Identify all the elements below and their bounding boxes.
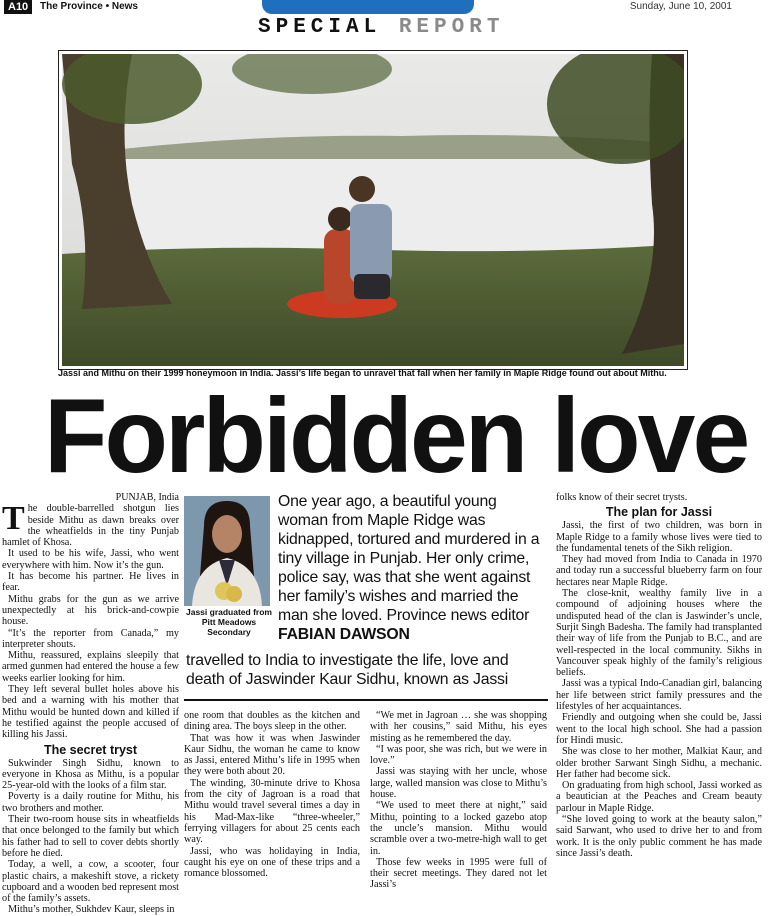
paragraph: “We used to meet there at night,” said Mithu, pointing to a locked gazebo atop the uncle’s mansion. Mithu would scramble over a two-metre-high wall to get in. [370,800,547,857]
deck-rule [184,699,548,701]
woman-head [328,207,352,231]
paragraph: Friendly and outgoing when she could be, Jassi went to the local high school. She had a passion for Hindi music. [556,712,762,746]
story-column-3 [370,710,547,891]
headline: Forbidden love [44,377,748,495]
portrait-flowers [226,586,242,602]
paragraph: Today, a well, a cow, a scooter, four plastic chairs, a makeshift stove, a rickety cupboard and a wooden bed represent most of the family’s assets. [2,859,179,905]
paragraph: They had moved from India to Canada in 1970 and today run a successful blueberry farm on four hectares near Maple Ridge. [556,554,762,588]
paragraph: Jassi, the first of two children, was born in Maple Ridge to a family whose lives were tied to the fundamental tenets of the Sikh religion. [556,520,762,554]
paragraph: one room that doubles as the kitchen and dining area. The boys sleep in the other. [184,710,360,733]
honeymoon-photo [62,54,684,366]
story-column-1 [2,492,179,916]
story-deck [278,492,548,644]
paragraph: Mithu grabs for the gun as we arrive unexpectedly at his brick-and-cowpie house. [2,593,179,628]
subhead-plan-for-jassi: The plan for Jassi [605,505,713,520]
man-shirt [350,204,392,284]
man-head [349,176,375,202]
paragraph: That was how it was when Jaswinder Kaur Sidhu, the woman he came to know as Jassi, entered Mithu’s life in 1995 when they were both about 20. [184,732,360,778]
paragraph: Jassi, who was holidaying in India, caught his eye on one of these trips and a romance blossomed. [184,845,360,880]
paragraph: “She loved going to work at the beauty salon,” said Sarwant, who used to drive her to and from work. It is the only public comment he has made since Jassi’s death. [556,814,762,859]
paragraph: Mithu, reassured, explains sleepily that armed gunmen had entered the house a few weeks earlier looking for him. [2,650,179,684]
paragraph: folks know of their secret trysts. [556,492,688,503]
first-paragraph-text: he double-barrelled shotgun lies beside Mithu as dawn breaks over the wheatfields in the tiny Punjab hamlet of Khosa. [2,503,179,549]
story-deck-continued: travelled to India to investigate the life, love and death of Jaswinder Kaur Sidhu, known as Jassi [186,652,509,688]
paragraph: Those few weeks in 1995 were full of their secret meetings. They dared not let Jassi’s [370,856,547,891]
dateline: PUNJAB, India [115,492,179,503]
paragraph: She was close to her mother, Malkiat Kaur, and older brother Sarwant Singh Sidhu, a mechanic. Her father had become sick. [556,746,762,780]
paragraph: It has become his partner. He lives in fear. [2,571,179,594]
paragraph: “We met in Jagroan … she was shopping with her cousins,” said Mithu, his eyes misting as he remembered the day. [370,710,547,744]
section-color-band [262,0,474,14]
paragraph: Poverty is a daily routine for Mithu, his two brothers and mother. [2,791,179,814]
section-title-report: REPORT [398,16,505,39]
subhead-secret-tryst: The secret tryst [43,742,138,757]
photo-caption: Jassi and Mithu on their 1999 honeymoon in India. Jassi’s life began to unravel that fall when her family in Maple Ridge found out about Mithu. [58,368,667,378]
section-title [258,16,504,39]
deck-text: One year ago, a beautiful young woman from Maple Ridge was kidnapped, tortured and murdered in a tiny village in Punjab. Her only crime, police say, was that she went against her family’s wishes and married the man she loved. Province news editor [278,493,540,624]
portrait-face [212,515,242,553]
paragraph: Sukwinder Singh Sidhu, known to everyone in Khosa as Mithu, is a popular 25-year-old with the looks of a film star. [2,757,179,792]
paragraph: The winding, 30-minute drive to Khosa from the city of Jagroan is a road that Mithu would travel several times a day in his Mad-Max-like “three-wheeler,” ferrying villagers for about 25 cents each way. [184,777,360,846]
portrait-caption: Jassi graduated from Pitt Meadows Secondary [186,607,272,637]
paragraph: Mithu’s mother, Sukhdev Kaur, sleeps in [8,904,175,916]
paragraph: The close-knit, wealthy family live in a compound of adjoining houses where the undisputed head of the clan is Jaswinder’s uncle, Surjit Singh Badesha. The family had transplanted their way of life from the Punjab to B.C., and are well-respected in the local community. Sikhs in Vancouver speak highly of the family’s religious beliefs. [556,588,762,679]
issue-date: Sunday, June 10, 2001 [629,1,732,12]
paragraph: Their two-room house sits in wheatfields that once belonged to the family but which his father had to sell to cover debts shortly before he died. [2,814,179,859]
paragraph: “It’s the reporter from Canada,” my interpreter shouts. [2,627,179,650]
paragraph: On graduating from high school, Jassi worked as a beautician at the Peaches and Cream beauty parlour in Maple Ridge. [556,780,762,814]
paragraph: It used to be his wife, Jassi, who went everywhere with him. Now it’s the gun. [2,548,179,571]
page-number: A10 [4,0,32,14]
paragraph: Jassi was staying with her uncle, whose large, walled mansion was close to Mithu’s house. [370,766,547,801]
story-column-2 [184,710,360,879]
paragraph: Jassi was a typical Indo-Canadian girl, balancing her life between strict family pressures and the lifestyles of her acquaintances. [556,678,762,713]
drop-cap: T [2,500,25,538]
section-title-special: SPECIAL [258,16,382,39]
jassi-portrait [184,496,270,606]
first-paragraph [2,500,179,549]
main-photo-frame [58,50,688,370]
publication-name: The Province • News [40,1,138,12]
story-column-4 [556,492,762,859]
paragraph: They left several bullet holes above his bed and a warning with his mother that Mithu would be hunted down and killed if he testified against the people accused of killing his Jassi. [2,684,179,741]
man-trousers [354,274,390,299]
byline: FABIAN DAWSON [278,626,410,643]
paragraph: “I was poor, she was rich, but we were in love.” [370,743,547,767]
